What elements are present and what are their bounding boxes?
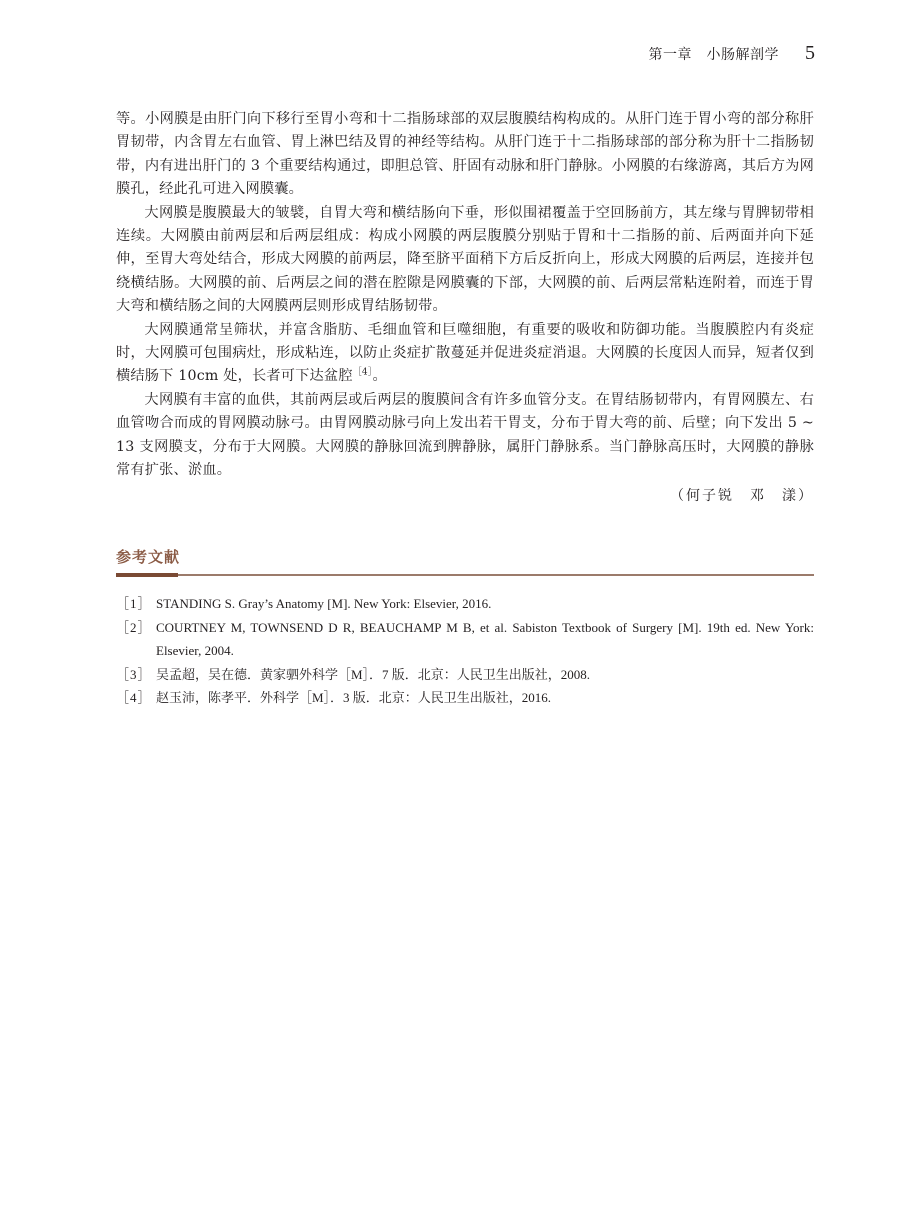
section-authors: （何子锐 邓 漾）: [670, 487, 814, 504]
paragraph: [116, 319, 814, 389]
reference-text: STANDING S. Gray’s Anatomy [M]. New York: Elsevier, 2016.: [156, 596, 492, 611]
paragraph-end: 。: [372, 368, 387, 385]
reference-item: [116, 663, 814, 687]
references-divider: [116, 574, 814, 576]
reference-item: [116, 592, 814, 616]
body-text: [116, 108, 814, 508]
reference-number: ［1］: [116, 596, 152, 611]
reference-text: COURTNEY M, TOWNSEND D R, BEAUCHAMP M B, et al. Sabiston Textbook of Surgery [M]. 19th ed. New York: Elsevier, 2004.: [156, 619, 814, 658]
references-list: [116, 592, 814, 710]
paragraph: 大网膜是腹膜最大的皱襞，自胃大弯和横结肠向下垂，形似围裙覆盖于空回肠前方，其左缘与胃脾韧带相连续。大网膜由前两层和后两层组成：构成小网膜的两层腹膜分别贴于胃和十二指肠的前、后两面并向下延伸，至胃大弯处结合，形成大网膜的前两层，降至脐平面稍下方后反折向上，形成大网膜的后两层，连接并包绕横结肠。大网膜的前、后两层之间的潜在腔隙是网膜囊的下部，大网膜的前、后两层常粘连附着，而连于胃大弯和横结肠之间的大网膜两层则形成胃结肠韧带。: [116, 204, 814, 315]
reference-item: [116, 616, 814, 663]
reference-number: ［4］: [116, 690, 152, 705]
chapter-title: 第一章 小肠解剖学: [648, 47, 779, 63]
running-header: [649, 42, 816, 65]
references-header: [116, 546, 814, 576]
reference-item: [116, 686, 814, 710]
reference-number: ［3］: [116, 666, 152, 682]
reference-number: ［2］: [116, 619, 152, 635]
reference-text: 吴孟超，吴在德．黄家驷外科学［M］．7 版．北京：人民卫生出版社，2008.: [156, 666, 591, 682]
paragraph: 等。小网膜是由肝门向下移行至胃小弯和十二指肠球部的双层腹膜结构构成的。从肝门连于胃小弯的部分称肝胃韧带，内含胃左右血管、胃上淋巴结及胃的神经等结构。从肝门连于十二指肠球部的部分称为肝十二指肠韧带，内有进出肝门的 3 个重要结构通过，即胆总管、肝固有动脉和肝门静脉。小网膜的右缘游离，其后方为网膜孔，经此孔可进入网膜囊。: [116, 111, 814, 198]
page-number: 5: [805, 42, 815, 64]
citation-marker: ［4］: [352, 367, 373, 378]
reference-text: 赵玉沛，陈孝平．外科学［M］．3 版．北京：人民卫生出版社，2016.: [156, 690, 552, 705]
paragraph-text: 大网膜通常呈筛状，并富含脂肪、毛细血管和巨噬细胞，有重要的吸收和防御功能。当腹膜腔内有炎症时，大网膜可包围病灶，形成粘连，以防止炎症扩散蔓延并促进炎症消退。大网膜的长度因人而异，短者仅到横结肠下 10cm 处，长者可下达盆腔: [116, 321, 814, 385]
references-divider-accent: [116, 573, 178, 577]
references-heading: 参考文献: [116, 548, 181, 566]
paragraph: 大网膜有丰富的血供，其前两层或后两层的腹膜间含有许多血管分支。在胃结肠韧带内，有胃网膜左、右血管吻合而成的胃网膜动脉弓。由胃网膜动脉弓向上发出若干胃支，分布于胃大弯的前、后壁；向下发出 5 ~ 13 支网膜支，分布于大网膜。大网膜的静脉回流到脾静脉，属肝门静脉系。当门静脉高压时，大网膜的静脉常有扩张、淤血。: [116, 391, 814, 479]
